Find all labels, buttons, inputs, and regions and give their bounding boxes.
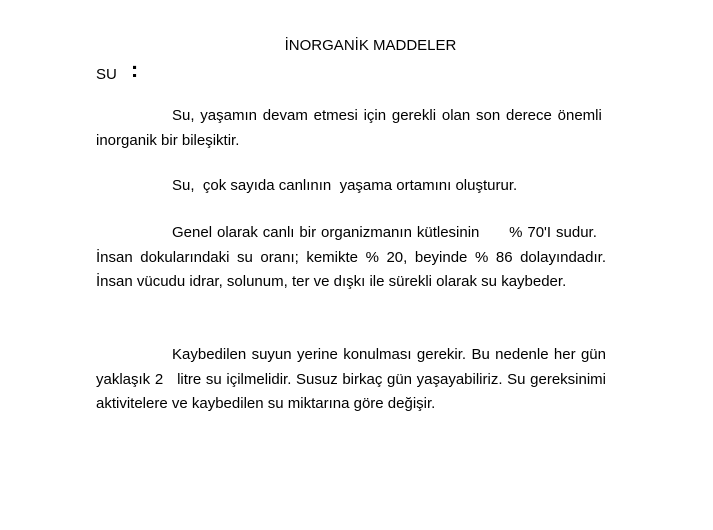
- paragraph-1: Su, yaşamın devam etmesi için gerekli olan son derece önemli inorganik bir bileşiktir.: [96, 107, 606, 149]
- section-heading: [96, 57, 139, 85]
- section-heading-colon: :: [130, 57, 139, 82]
- paragraph-4: Kaybedilen suyun yerine konulması gerekir. Bu nedenle her gün yaklaşık 2 litre su içilmelidir. Susuz birkaç gün yaşayabiliriz. Su gereksinimi aktivitelere ve kaybedilen su miktarına göre değişir.: [96, 346, 606, 412]
- section-heading-label: SU: [96, 66, 117, 83]
- paragraph-2: Su, çok sayıda canlının yaşama ortamını oluşturur.: [172, 177, 518, 194]
- paragraph-3: Genel olarak canlı bir organizmanın kütlesinin % 70'I sudur. İnsan dokularındaki su oranı; kemikte % 20, beyinde % 86 dolayındadır. İnsan vücudu idrar, solunum, ter ve dışkı ile sürekli olarak su kaybeder.: [96, 224, 606, 290]
- document-title: İNORGANİK MADDELER: [284, 37, 457, 54]
